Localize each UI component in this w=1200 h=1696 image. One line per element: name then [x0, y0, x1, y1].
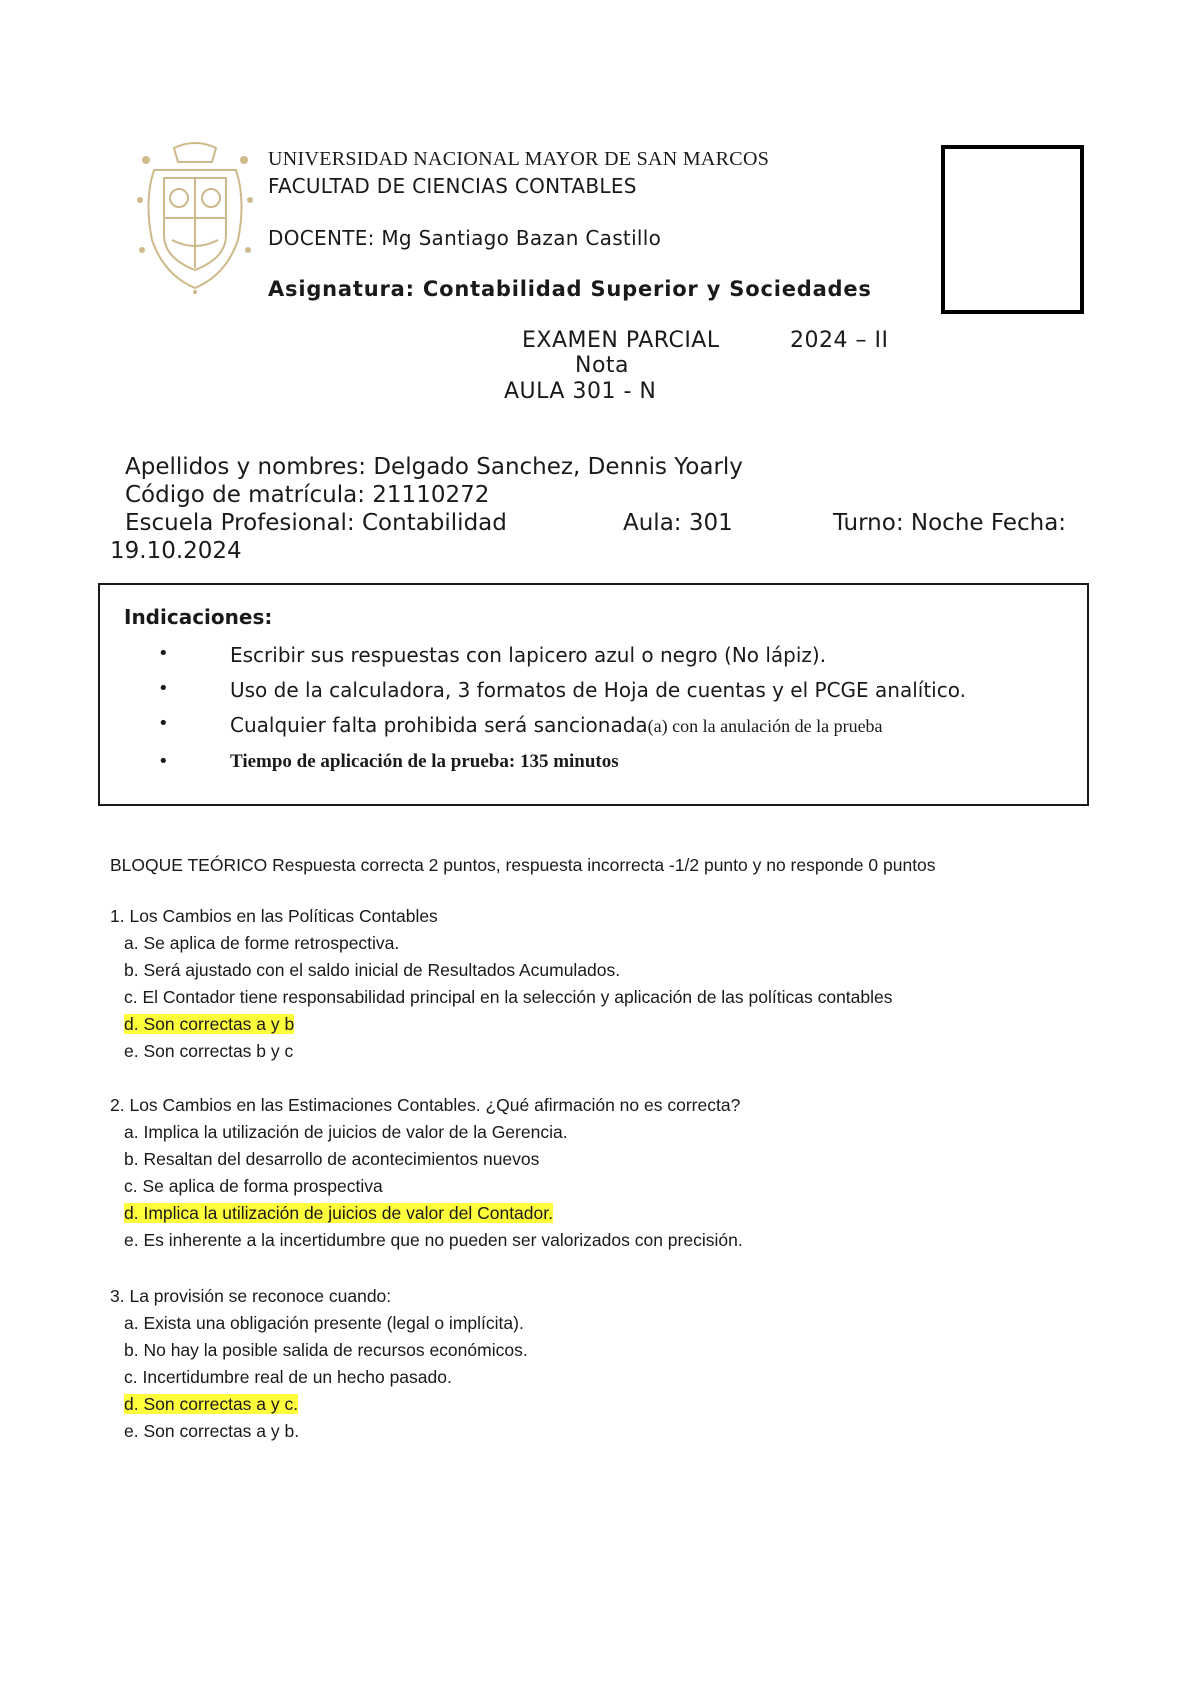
university-name: UNIVERSIDAD NACIONAL MAYOR DE SAN MARCOS	[268, 148, 770, 170]
question-2-option-c: c. Se aplica de forma prospectiva	[124, 1176, 383, 1196]
highlighted-answer: d. Son correctas a y c.	[124, 1394, 299, 1414]
classroom-label: AULA 301 - N	[504, 379, 657, 404]
grade-label: Nota	[575, 353, 630, 378]
faculty-name: FACULTAD DE CIENCIAS CONTABLES	[268, 174, 637, 198]
question-3-option-c: c. Incertidumbre real de un hecho pasado.	[124, 1367, 452, 1387]
exam-date: 19.10.2024	[110, 538, 242, 564]
university-seal-icon	[134, 140, 256, 294]
exam-title: EXAMEN PARCIAL	[522, 328, 720, 353]
question-2-option-b: b. Resaltan del desarrollo de acontecimientos nuevos	[124, 1149, 540, 1169]
theory-block-title: BLOQUE TEÓRICO Respuesta correcta 2 puntos, respuesta incorrecta -1/2 punto y no responde 0 puntos	[110, 855, 936, 875]
bullet-icon: •	[158, 678, 169, 699]
question-3-option-a: a. Exista una obligación presente (legal o implícita).	[124, 1313, 524, 1333]
shift-date-label: Turno: Noche Fecha:	[833, 510, 1067, 536]
bullet-icon: •	[158, 751, 169, 772]
student-classroom: Aula: 301	[623, 510, 733, 536]
question-3-option-b: b. No hay la posible salida de recursos económicos.	[124, 1340, 528, 1360]
teacher-name: DOCENTE: Mg Santiago Bazan Castillo	[268, 226, 662, 250]
highlighted-answer: d. Implica la utilización de juicios de valor del Contador.	[124, 1203, 553, 1223]
question-1-option-d	[124, 1014, 294, 1035]
question-1-option-e: e. Son correctas b y c	[124, 1041, 294, 1061]
bullet-icon: •	[158, 643, 169, 664]
question-3: 3. La provisión se reconoce cuando:	[110, 1286, 392, 1306]
student-code: Código de matrícula: 21110272	[125, 482, 490, 508]
exam-period: 2024 – II	[790, 328, 889, 353]
question-1-option-c: c. El Contador tiene responsabilidad principal en la selección y aplicación de las políticas contables	[124, 987, 893, 1007]
question-2-option-a: a. Implica la utilización de juicios de valor de la Gerencia.	[124, 1122, 568, 1142]
question-3-option-d	[124, 1394, 298, 1415]
professional-school: Escuela Profesional: Contabilidad	[125, 510, 507, 536]
question-2-option-d	[124, 1203, 553, 1224]
question-1-option-b: b. Será ajustado con el saldo inicial de Resultados Acumulados.	[124, 960, 621, 980]
question-2: 2. Los Cambios en las Estimaciones Contables. ¿Qué afirmación no es correcta?	[110, 1095, 741, 1115]
student-name: Apellidos y nombres: Delgado Sanchez, Dennis Yoarly	[125, 454, 743, 480]
bullet-icon: •	[158, 713, 169, 734]
question-1-option-a: a. Se aplica de forme retrospectiva.	[124, 933, 400, 953]
question-1: 1. Los Cambios en las Políticas Contables	[110, 906, 438, 926]
indications-title: Indicaciones:	[124, 605, 273, 629]
grade-box	[941, 145, 1084, 314]
question-3-option-e: e. Son correctas a y b.	[124, 1421, 300, 1441]
indications-box: Indicaciones: • Escribir sus respuestas con lapicero azul o negro (No lápiz). • Uso de la calculadora, 3 formatos de Hoja de cuentas y el PCGE analítico. • Cualquier falta prohibida será sancionada(a) con la anulación de la prueba • Tiempo de aplicación de la prueba: 135 minutos	[98, 583, 1089, 806]
question-2-option-e: e. Es inherente a la incertidumbre que no pueden ser valorizados con precisión.	[124, 1230, 743, 1250]
subject-name: Asignatura: Contabilidad Superior y Sociedades	[268, 277, 872, 301]
highlighted-answer: d. Son correctas a y b	[124, 1014, 295, 1034]
